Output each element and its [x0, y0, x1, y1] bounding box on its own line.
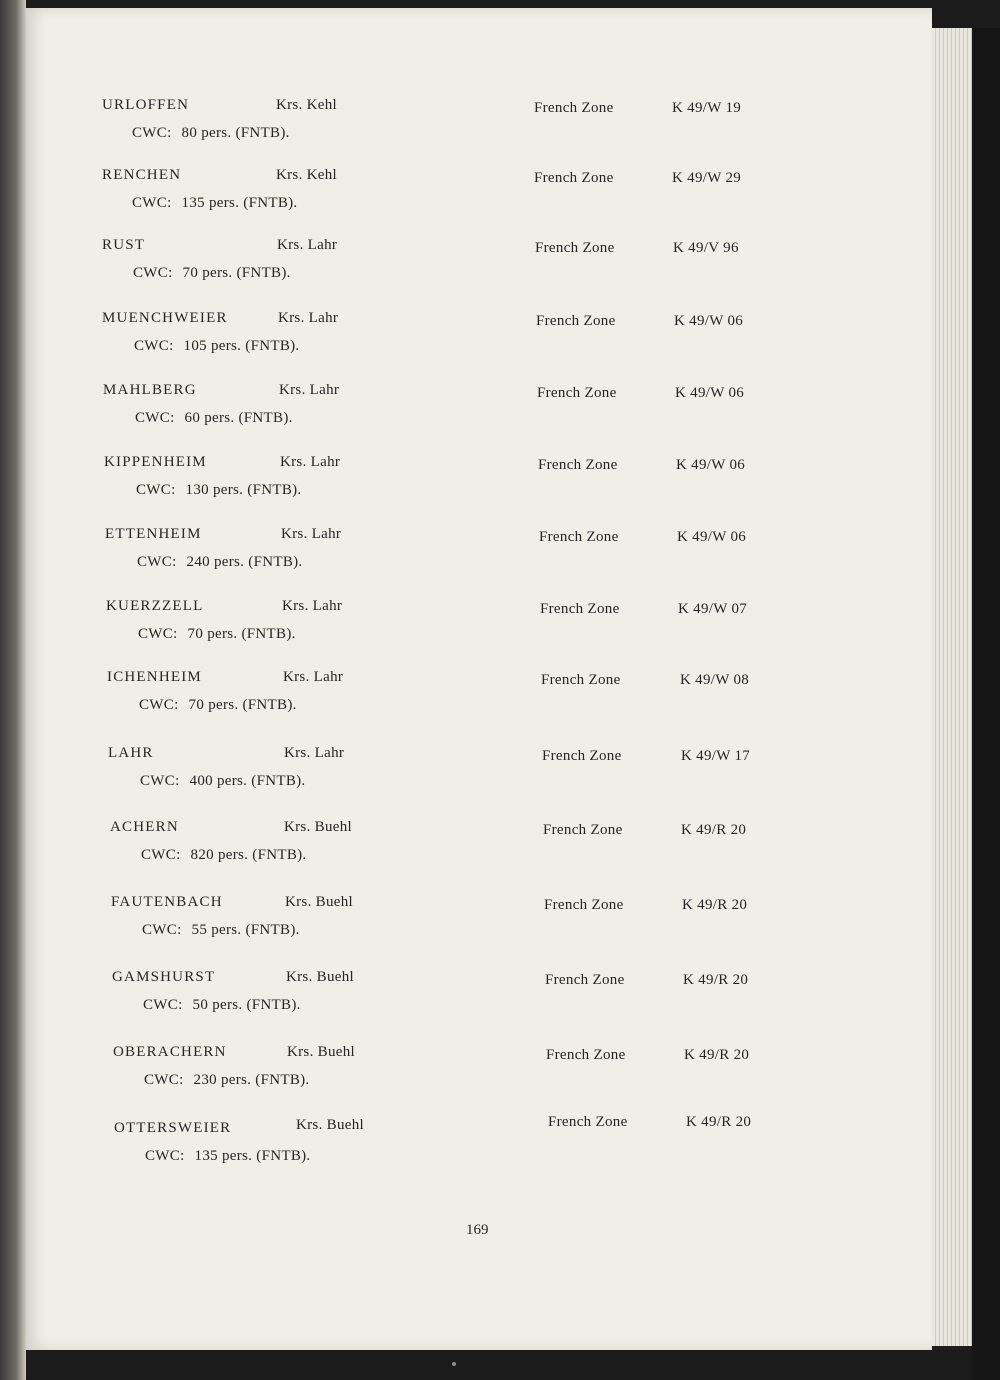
list-entry-ettenheim — [26, 526, 932, 586]
district-name: Krs. Buehl — [285, 894, 353, 910]
grid-reference: K 49/W 19 — [672, 100, 742, 116]
list-entry-ottersweier — [26, 1114, 932, 1180]
cwc-line — [143, 997, 301, 1014]
background-shadow — [972, 28, 1000, 1380]
place-name: KUERZZELL — [106, 598, 204, 614]
zone-label: French Zone — [538, 457, 618, 473]
cwc-line — [145, 1148, 310, 1165]
cwc-line — [136, 482, 301, 499]
cwc-value: 105 pers. (FNTB). — [183, 338, 300, 354]
district-name: Krs. Buehl — [286, 969, 354, 985]
place-name: OBERACHERN — [113, 1044, 227, 1060]
list-entry-kuerzzell — [26, 598, 932, 658]
zone-label: French Zone — [545, 972, 625, 988]
zone-label: French Zone — [540, 601, 620, 617]
cwc-label: CWC: — [139, 697, 179, 713]
cwc-value: 130 pers. (FNTB). — [185, 482, 302, 498]
district-name: Krs. Lahr — [277, 237, 338, 253]
grid-reference: K 49/W 06 — [674, 313, 744, 329]
cwc-line — [144, 1072, 309, 1089]
grid-reference: K 49/W 06 — [677, 529, 747, 545]
list-entry-ichenheim — [26, 669, 932, 729]
cwc-line — [135, 410, 293, 427]
grid-reference: K 49/R 20 — [684, 1047, 750, 1063]
district-name: Krs. Lahr — [278, 310, 339, 326]
cwc-line — [132, 195, 297, 212]
cwc-value: 50 pers. (FNTB). — [192, 997, 301, 1013]
place-name: URLOFFEN — [102, 97, 190, 113]
cwc-value: 60 pers. (FNTB). — [184, 410, 293, 426]
district-name: Krs. Lahr — [283, 669, 344, 685]
cwc-label: CWC: — [144, 1072, 184, 1088]
cwc-value: 55 pers. (FNTB). — [191, 922, 300, 938]
list-entry-rust — [26, 237, 932, 297]
list-entry-oberachern — [26, 1044, 932, 1104]
district-name: Krs. Lahr — [284, 745, 345, 761]
grid-reference: K 49/W 17 — [681, 748, 751, 764]
district-name: Krs. Lahr — [279, 382, 340, 398]
place-name: MUENCHWEIER — [102, 310, 228, 326]
district-name: Krs. Kehl — [276, 167, 338, 183]
cwc-label: CWC: — [136, 482, 176, 498]
cwc-value: 70 pers. (FNTB). — [188, 697, 297, 713]
zone-label: French Zone — [544, 897, 624, 913]
list-entry-fautenbach — [26, 894, 932, 954]
cwc-value: 820 pers. (FNTB). — [190, 847, 307, 863]
list-entry-muenchweier — [26, 310, 932, 370]
cwc-label: CWC: — [145, 1148, 185, 1164]
cwc-value: 80 pers. (FNTB). — [181, 125, 290, 141]
place-name: ACHERN — [110, 819, 179, 835]
zone-label: French Zone — [541, 672, 621, 688]
district-name: Krs. Buehl — [284, 819, 352, 835]
place-name: RUST — [102, 237, 146, 253]
district-name: Krs. Buehl — [287, 1044, 355, 1060]
zone-label: French Zone — [548, 1114, 628, 1130]
place-name: OTTERSWEIER — [114, 1120, 232, 1136]
cwc-label: CWC: — [138, 626, 178, 642]
district-name: Krs. Buehl — [296, 1117, 364, 1133]
cwc-line — [141, 847, 306, 864]
grid-reference: K 49/W 06 — [675, 385, 745, 401]
grid-reference: K 49/V 96 — [673, 240, 739, 256]
cwc-value: 240 pers. (FNTB). — [186, 554, 303, 570]
cwc-value: 70 pers. (FNTB). — [187, 626, 296, 642]
place-name: KIPPENHEIM — [104, 454, 207, 470]
dust-speck — [452, 1362, 456, 1366]
cwc-label: CWC: — [141, 847, 181, 863]
cwc-value: 135 pers. (FNTB). — [181, 195, 298, 211]
list-entry-mahlberg — [26, 382, 932, 442]
grid-reference: K 49/W 08 — [680, 672, 750, 688]
grid-reference: K 49/R 20 — [681, 822, 747, 838]
zone-label: French Zone — [535, 240, 615, 256]
district-name: Krs. Kehl — [276, 97, 338, 113]
cwc-label: CWC: — [137, 554, 177, 570]
place-name: LAHR — [108, 745, 154, 761]
cwc-line — [134, 338, 299, 355]
cwc-line — [140, 773, 305, 790]
cwc-label: CWC: — [133, 265, 173, 281]
list-entry-achern — [26, 819, 932, 879]
book-spine-edge — [0, 0, 26, 1380]
list-entry-kippenheim — [26, 454, 932, 514]
district-name: Krs. Lahr — [280, 454, 341, 470]
list-entry-urloffen — [26, 97, 932, 157]
zone-label: French Zone — [537, 385, 617, 401]
zone-label: French Zone — [536, 313, 616, 329]
grid-reference: K 49/R 20 — [683, 972, 749, 988]
place-name: ICHENHEIM — [107, 669, 202, 685]
grid-reference: K 49/R 20 — [682, 897, 748, 913]
zone-label: French Zone — [546, 1047, 626, 1063]
grid-reference: K 49/W 29 — [672, 170, 742, 186]
cwc-line — [133, 265, 291, 282]
place-name: ETTENHEIM — [105, 526, 202, 542]
page-number: 169 — [466, 1222, 489, 1238]
cwc-line — [132, 125, 290, 142]
zone-label: French Zone — [543, 822, 623, 838]
list-entry-lahr — [26, 745, 932, 805]
cwc-value: 135 pers. (FNTB). — [194, 1148, 311, 1164]
cwc-value: 230 pers. (FNTB). — [193, 1072, 310, 1088]
cwc-label: CWC: — [132, 125, 172, 141]
zone-label: French Zone — [534, 100, 614, 116]
list-entry-gamshurst — [26, 969, 932, 1029]
cwc-label: CWC: — [140, 773, 180, 789]
cwc-value: 400 pers. (FNTB). — [189, 773, 306, 789]
cwc-line — [138, 626, 296, 643]
cwc-value: 70 pers. (FNTB). — [182, 265, 291, 281]
grid-reference: K 49/W 06 — [676, 457, 746, 473]
zone-label: French Zone — [542, 748, 622, 764]
grid-reference: K 49/W 07 — [678, 601, 748, 617]
cwc-label: CWC: — [134, 338, 174, 354]
page-stack-edge — [928, 28, 972, 1346]
document-page — [26, 8, 932, 1350]
place-name: FAUTENBACH — [111, 894, 223, 910]
cwc-line — [139, 697, 297, 714]
zone-label: French Zone — [534, 170, 614, 186]
place-name: GAMSHURST — [112, 969, 216, 985]
cwc-label: CWC: — [132, 195, 172, 211]
cwc-line — [137, 554, 302, 571]
cwc-label: CWC: — [143, 997, 183, 1013]
cwc-line — [142, 922, 300, 939]
cwc-label: CWC: — [142, 922, 182, 938]
district-name: Krs. Lahr — [281, 526, 342, 542]
list-entry-renchen — [26, 167, 932, 227]
district-name: Krs. Lahr — [282, 598, 343, 614]
cwc-label: CWC: — [135, 410, 175, 426]
grid-reference: K 49/R 20 — [686, 1114, 752, 1130]
place-name: MAHLBERG — [103, 382, 197, 398]
zone-label: French Zone — [539, 529, 619, 545]
place-name: RENCHEN — [102, 167, 182, 183]
